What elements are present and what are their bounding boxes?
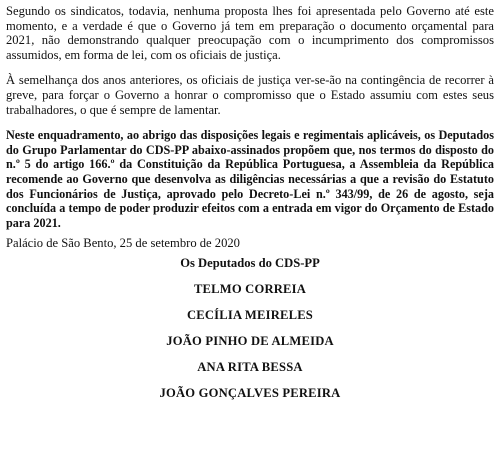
signatory-name: JOÃO GONÇALVES PEREIRA: [159, 385, 341, 400]
signatories-header: Os Deputados do CDS-PP: [180, 255, 320, 270]
document-page: [6, 4, 494, 400]
signatory-name: CECÍLIA MEIRELES: [186, 307, 314, 322]
place-date: Palácio de São Bento, 25 de setembro de 2020: [6, 236, 240, 251]
signatory-name: JOÃO PINHO DE ALMEIDA: [166, 333, 334, 348]
paragraph-strike: À semelhança dos anos anteriores, os oficiais de justiça ver-se-ão na contingência de recorrer à greve, para forçar o Governo a honrar o compromisso que o Estado assumiu com estes seus trabalhadores, o que é sempre de lamentar.: [6, 73, 494, 117]
paragraph-resolution: Neste enquadramento, ao abrigo das disposições legais e regimentais aplicáveis, os Deputados do Grupo Parlamentar do CDS-PP abaixo-assinados propõem que, nos termos do disposto do n.º 5 do artigo 166.º da Constituição da República Portuguesa, a Assembleia da República recomende ao Governo que desenvolva as diligências necessárias a que a revisão do Estatuto dos Funcionários de Justiça, aprovado pelo Decreto-Lei n.º 343/99, de 26 de agosto, seja concluída a tempo de poder produzir efeitos com a entrada em vigor do Orçamento de Estado para 2021.: [6, 128, 494, 230]
signatory-name: TELMO CORREIA: [193, 281, 307, 296]
signatories-list: [6, 282, 494, 400]
signatory-name: ANA RITA BESSA: [197, 359, 303, 374]
paragraph-unions: Segundo os sindicatos, todavia, nenhuma proposta lhes foi apresentada pelo Governo até este momento, e a verdade é que o Governo já tem em preparação o documento orçamental para 2021, não demonstrando qualquer preocupação com o incumprimento dos compromissos assumidos, em forma de lei, com os oficiais de justiça.: [6, 4, 494, 62]
